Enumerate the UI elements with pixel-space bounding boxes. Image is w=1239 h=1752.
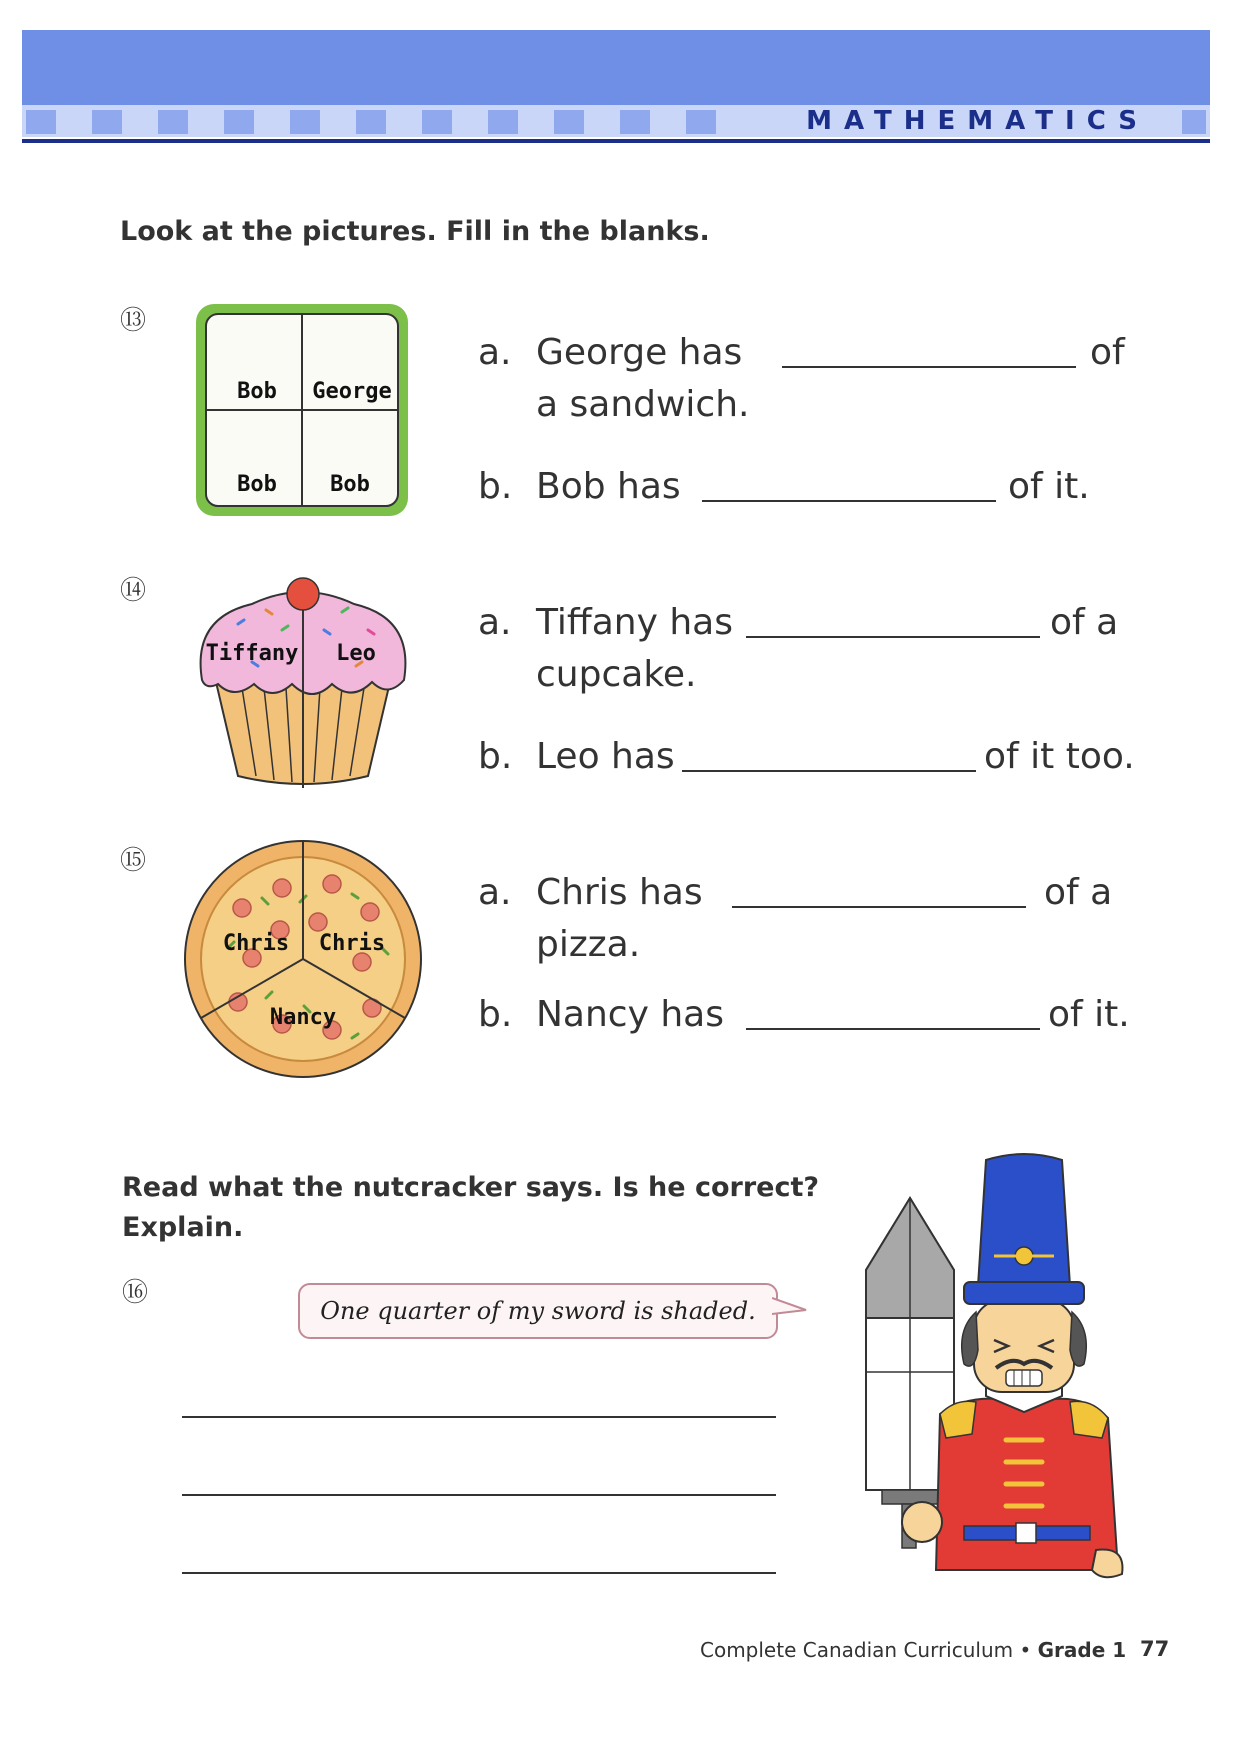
q14a-after: of a bbox=[1050, 602, 1119, 643]
pizza-label-chris-2: Chris bbox=[318, 931, 386, 956]
nutcracker-illustration bbox=[856, 1150, 1130, 1590]
q15b-sentence bbox=[478, 994, 724, 1035]
instruction-nutcracker-line1: Read what the nutcracker says. Is he correct? bbox=[122, 1172, 820, 1203]
q14a-line2: cupcake. bbox=[536, 654, 697, 695]
footer-bullet: • bbox=[1019, 1638, 1032, 1662]
footer-book: Complete Canadian Curriculum bbox=[700, 1638, 1014, 1662]
pizza-label-chris-1: Chris bbox=[222, 931, 290, 956]
q15a-sentence bbox=[478, 872, 703, 913]
speech-text: One quarter of my sword is shaded. bbox=[320, 1297, 756, 1325]
q15a-after: of a bbox=[1044, 872, 1113, 913]
footer-grade: Grade 1 bbox=[1037, 1638, 1127, 1662]
question-number-14: ⑭ bbox=[120, 575, 147, 605]
answer-line-1[interactable] bbox=[182, 1416, 776, 1418]
q13a-after: of bbox=[1090, 332, 1125, 373]
pizza-picture bbox=[182, 838, 424, 1080]
pizza-label-nancy: Nancy bbox=[269, 1005, 337, 1030]
answer-line-2[interactable] bbox=[182, 1494, 776, 1496]
q15b-label: b. bbox=[478, 994, 513, 1035]
q15a-line2: pizza. bbox=[536, 924, 641, 965]
q15b-before: Nancy has bbox=[536, 994, 724, 1035]
q13a-label: a. bbox=[478, 332, 512, 373]
q13b-sentence bbox=[478, 466, 681, 507]
q13a-before: George has bbox=[536, 332, 743, 373]
instruction-fill-blanks: Look at the pictures. Fill in the blanks. bbox=[120, 216, 710, 247]
q14b-after: of it too. bbox=[984, 736, 1135, 777]
q13b-answer-blank[interactable] bbox=[702, 500, 996, 502]
q15a-label: a. bbox=[478, 872, 512, 913]
sandwich-label-george: George bbox=[312, 379, 392, 404]
sandwich-label-bob-2: Bob bbox=[237, 472, 277, 497]
subject-title: MATHEMATICS bbox=[806, 106, 1149, 136]
q14b-label: b. bbox=[478, 736, 513, 777]
q13b-after: of it. bbox=[1008, 466, 1090, 507]
q14b-before: Leo has bbox=[536, 736, 675, 777]
q15a-answer-blank[interactable] bbox=[732, 906, 1026, 908]
q14a-sentence bbox=[478, 602, 733, 643]
sandwich-picture bbox=[190, 298, 414, 522]
q15b-answer-blank[interactable] bbox=[746, 1028, 1040, 1030]
q13a-answer-blank[interactable] bbox=[782, 366, 1076, 368]
question-number-15: ⑮ bbox=[120, 845, 147, 875]
page-number: 77 bbox=[1140, 1637, 1170, 1661]
q14b-answer-blank[interactable] bbox=[682, 770, 976, 772]
q14a-before: Tiffany has bbox=[536, 602, 733, 643]
q14a-answer-blank[interactable] bbox=[746, 636, 1040, 638]
q14b-sentence bbox=[478, 736, 675, 777]
question-number-16: ⑯ bbox=[122, 1277, 149, 1307]
cupcake-label-leo: Leo bbox=[336, 641, 376, 666]
answer-line-3[interactable] bbox=[182, 1572, 776, 1574]
q14a-label: a. bbox=[478, 602, 512, 643]
q13a-sentence bbox=[478, 332, 742, 373]
speech-bubble bbox=[298, 1283, 778, 1339]
footer-credit bbox=[700, 1638, 1126, 1662]
cupcake-picture bbox=[192, 570, 414, 792]
sandwich-label-bob-1: Bob bbox=[237, 379, 277, 404]
q15b-after: of it. bbox=[1048, 994, 1130, 1035]
sandwich-label-bob-3: Bob bbox=[330, 472, 370, 497]
q13a-line2: a sandwich. bbox=[536, 384, 750, 425]
instruction-nutcracker-line2: Explain. bbox=[122, 1212, 244, 1243]
q15a-before: Chris has bbox=[536, 872, 703, 913]
speech-bubble-tail bbox=[772, 1296, 808, 1318]
q13b-before: Bob has bbox=[536, 466, 681, 507]
question-number-13: ⑬ bbox=[120, 305, 147, 335]
cupcake-label-tiffany: Tiffany bbox=[205, 641, 299, 666]
q13b-label: b. bbox=[478, 466, 513, 507]
